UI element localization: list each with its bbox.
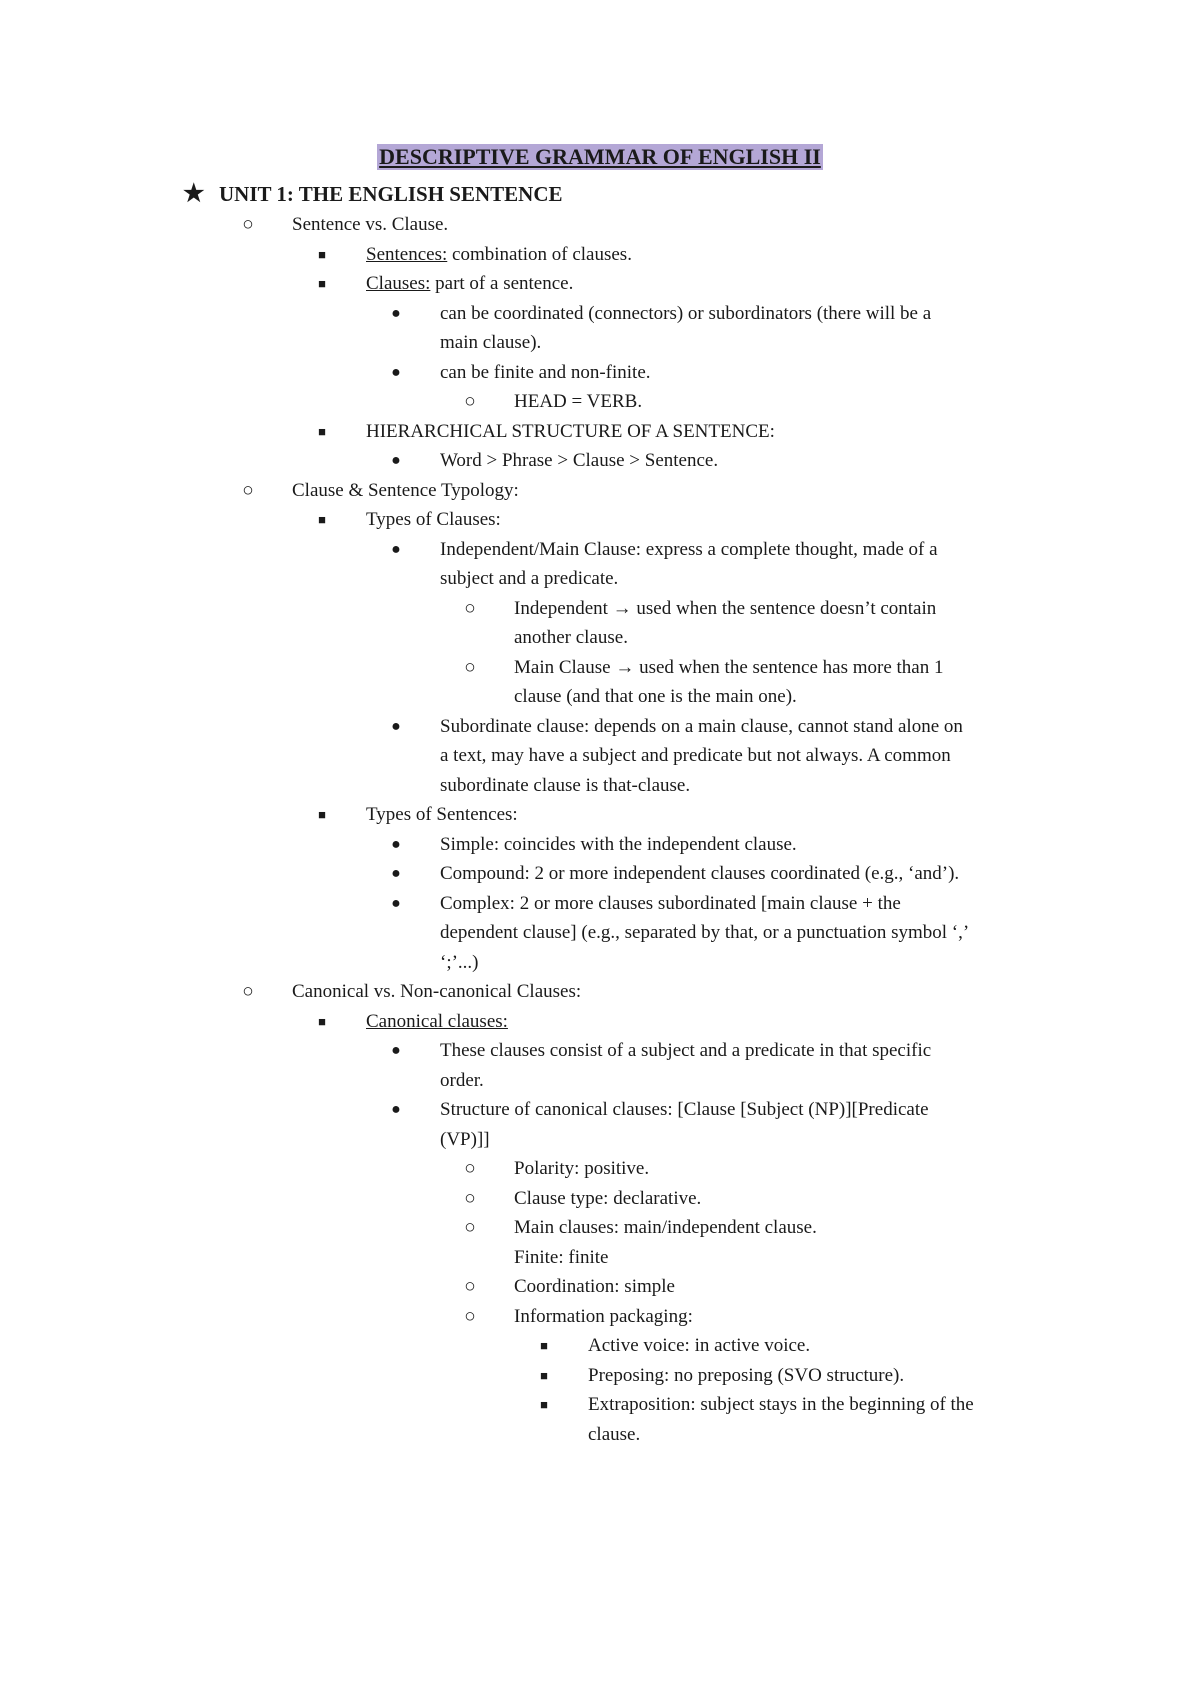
outline-text [588,1420,640,1450]
outline-text [366,505,501,535]
outline-line [0,1302,1200,1332]
outline-line [0,889,1200,919]
outline-text [440,1125,490,1155]
line-text: Independent → used when the sentence doesn’t contain [514,597,937,619]
outline-text [514,387,642,417]
dot-bullet-icon: ● [391,1101,401,1118]
outline-text [514,1302,693,1332]
outline-line [0,299,1200,329]
dot-bullet-icon: ● [391,1042,401,1059]
outline-line [0,623,1200,653]
outline-line [0,505,1200,535]
outline-text [440,771,690,801]
circle-bullet-icon: ○ [464,1217,476,1238]
line-text: subordinate clause is that-clause. [440,774,691,796]
line-text: (VP)]] [440,1128,490,1150]
line-text: Simple: coincides with the independent clause. [440,833,797,855]
dot-bullet-icon: ● [391,717,401,735]
line-text: Main Clause → used when the sentence has more than 1 [514,656,944,678]
outline-line [0,771,1200,801]
outline-line [0,1184,1200,1214]
outline-line [0,948,1200,978]
circle-bullet-icon: ○ [464,1158,476,1179]
square-bullet-icon: ■ [318,423,326,439]
outline-text [440,1095,929,1125]
document-title: DESCRIPTIVE GRAMMAR OF ENGLISH II [379,144,821,169]
line-text: another clause. [514,627,628,648]
line-text: can be coordinated (connectors) or subordinators (there will be a [440,302,932,324]
line-text: clause (and that one is the main one). [514,686,797,707]
outline-line [0,240,1200,270]
outline-text [366,1007,508,1037]
outline-text [514,682,797,712]
line-text: Polarity: positive. [514,1158,650,1179]
line-text: Complex: 2 or more clauses subordinated [main clause + the [440,892,901,914]
outline-line [0,1331,1200,1361]
outline-line [0,328,1200,358]
outline-line [0,594,1200,624]
line-text: Coordination: simple [514,1276,675,1297]
outline-line [0,358,1200,388]
line-text: Information packaging: [514,1305,693,1327]
outline-line [0,1095,1200,1125]
line-text: HIERARCHICAL STRUCTURE OF A SENTENCE: [366,420,775,442]
square-bullet-icon: ■ [540,1338,548,1353]
unit-heading [183,181,563,207]
dot-bullet-icon: ● [391,363,401,381]
circle-bullet-icon: ○ [464,597,476,619]
line-text: a text, may have a subject and predicate but not always. A common [440,745,951,766]
line-text: Preposing: no preposing (SVO structure). [588,1364,905,1386]
line-text: Extraposition: subject stays in the beginning of the [588,1394,974,1415]
outline-text [440,859,959,889]
line-text: Types of Clauses: [366,509,501,530]
line-text: Compound: 2 or more independent clauses coordinated (e.g., ‘and’). [440,863,960,884]
outline-text [440,712,963,742]
outline-text [440,446,718,476]
line-text: Types of Sentences: [366,804,518,825]
outline-text [366,417,775,447]
square-bullet-icon: ■ [318,512,326,527]
outline-line [0,1036,1200,1066]
star-bullet-icon: ★ [183,181,205,207]
outline-text [440,328,541,358]
line-text: combination of clauses. [447,243,632,265]
outline-text [514,1154,649,1184]
outline-line [0,918,1200,948]
square-bullet-icon: ■ [540,1367,548,1383]
outline-line [0,859,1200,889]
dot-bullet-icon: ● [391,540,401,558]
square-bullet-icon: ■ [318,807,326,822]
outline-text [440,564,618,594]
outline-text [514,1213,817,1243]
outline-line [0,1420,1200,1450]
unit-heading-text: UNIT 1: THE ENGLISH SENTENCE [219,182,563,206]
square-bullet-icon: ■ [318,276,326,291]
outline-line [0,682,1200,712]
underlined-term: Clauses: [366,273,431,294]
circle-bullet-icon: ○ [464,391,476,412]
line-text: Subordinate clause: depends on a main clause, cannot stand alone on [440,715,963,737]
square-bullet-icon: ■ [318,246,326,262]
outline-line [0,1272,1200,1302]
outline-text [440,830,797,860]
outline-text [514,653,944,683]
outline-text [514,1184,701,1214]
line-text: HEAD = VERB. [514,391,643,412]
line-text: order. [440,1069,484,1091]
square-bullet-icon: ■ [318,1013,326,1029]
line-text: dependent clause] (e.g., separated by that, or a punctuation symbol ‘,’ [440,922,970,943]
outline-text [588,1390,974,1420]
outline-text [514,1243,608,1273]
line-text: clause. [588,1423,641,1445]
square-bullet-icon: ■ [540,1397,548,1412]
line-text: Structure of canonical clauses: [Clause [Subject (NP)][Predicate [440,1099,929,1120]
line-text: Clause type: declarative. [514,1187,702,1209]
underlined-term: Sentences: [366,243,448,265]
outline-text [440,889,901,919]
dot-bullet-icon: ● [391,835,401,853]
circle-bullet-icon: ○ [464,1187,476,1209]
circle-bullet-icon: ○ [464,656,476,678]
outline-line [0,800,1200,830]
line-text: Independent/Main Clause: express a complete thought, made of a [440,538,938,560]
outline-line [0,417,1200,447]
line-text: Canonical vs. Non-canonical Clauses: [292,981,582,1002]
outline-line [0,446,1200,476]
line-text: main clause). [440,332,542,353]
dot-bullet-icon: ● [391,452,401,469]
outline-line [0,476,1200,506]
outline-line [0,1066,1200,1096]
outline-text [588,1331,810,1361]
line-text: Finite: finite [514,1246,609,1268]
outline-text [514,594,936,624]
outline-line [0,1125,1200,1155]
dot-bullet-icon: ● [391,304,401,322]
line-text: Main clauses: main/independent clause. [514,1217,817,1238]
circle-bullet-icon: ○ [242,214,254,235]
outline-text [514,1272,675,1302]
outline-text [366,800,518,830]
line-text: can be finite and non-finite. [440,361,651,383]
line-text: Active voice: in active voice. [588,1335,811,1356]
outline-line [0,535,1200,565]
outline-line [0,977,1200,1007]
outline-line [0,1243,1200,1273]
outline-text [440,358,651,388]
outline-line [0,269,1200,299]
outline-line [0,830,1200,860]
outline-text [366,269,573,299]
dot-bullet-icon: ● [391,894,401,912]
outline-line [0,1007,1200,1037]
circle-bullet-icon: ○ [464,1276,476,1297]
line-text: ‘;’...) [440,951,479,973]
circle-bullet-icon: ○ [464,1305,476,1327]
outline-line [0,1213,1200,1243]
circle-bullet-icon: ○ [242,981,254,1002]
outline-line [0,1361,1200,1391]
line-text: Word > Phrase > Clause > Sentence. [440,450,719,471]
outline-line [0,741,1200,771]
outline-line [0,387,1200,417]
outline-line [0,1154,1200,1184]
outline-text [440,1036,931,1066]
outline-text [440,948,479,978]
dot-bullet-icon: ● [391,865,401,882]
outline-text [588,1361,904,1391]
underlined-term: Canonical clauses: [366,1010,508,1032]
outline-text [440,299,931,329]
outline-list [0,210,1200,1449]
outline-line [0,210,1200,240]
line-text: Sentence vs. Clause. [292,214,449,235]
line-text: subject and a predicate. [440,568,619,589]
outline-text [440,1066,484,1096]
outline-text [292,476,519,506]
line-text: part of a sentence. [430,273,574,294]
outline-text [440,918,969,948]
outline-text [292,977,581,1007]
outline-text [440,535,938,565]
outline-text [440,741,951,771]
outline-text [514,623,628,653]
line-text: These clauses consist of a subject and a predicate in that specific [440,1040,932,1061]
line-text: Clause & Sentence Typology: [292,479,519,501]
outline-line [0,712,1200,742]
outline-text [292,210,448,240]
outline-line [0,1390,1200,1420]
outline-line [0,564,1200,594]
outline-line [0,653,1200,683]
outline-text [366,240,632,270]
circle-bullet-icon: ○ [242,479,254,501]
